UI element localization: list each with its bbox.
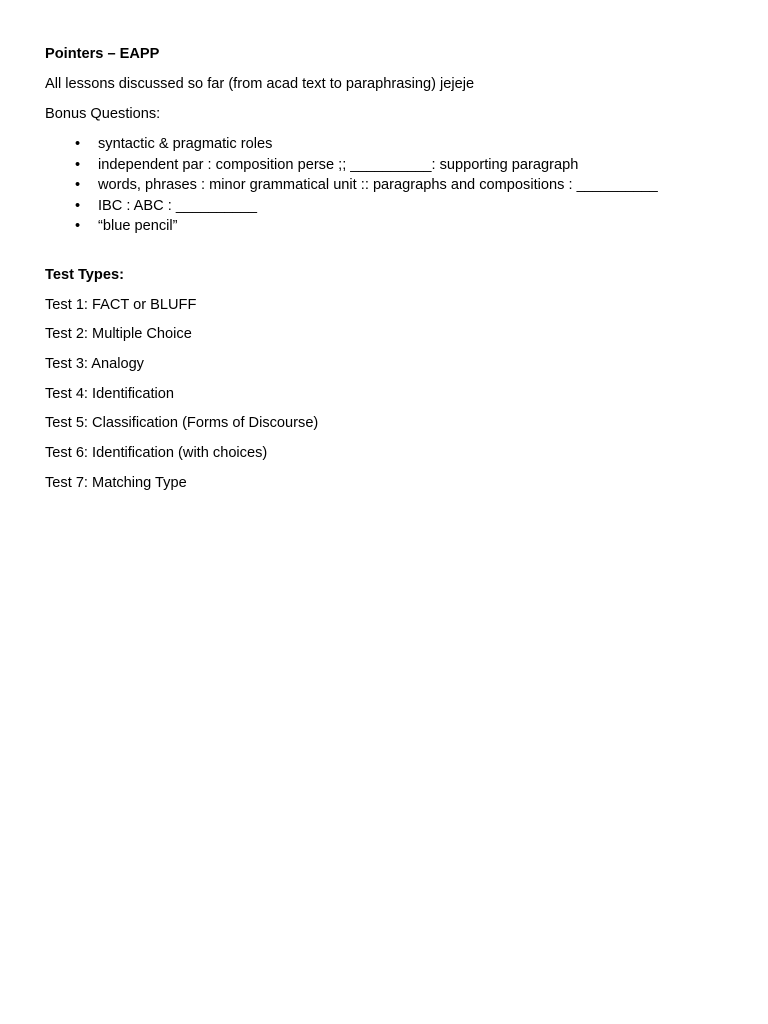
bullet-icon: • bbox=[75, 136, 81, 152]
test-item: Test 1: FACT or BLUFF bbox=[45, 297, 197, 313]
test-item: Test 4: Identification bbox=[45, 386, 174, 402]
test-item: Test 5: Classification (Forms of Discourse) bbox=[45, 415, 319, 431]
bonus-questions-heading: Bonus Questions: bbox=[45, 106, 161, 122]
bonus-question-text: words, phrases : minor grammatical unit :: paragraphs and compositions : __________ bbox=[98, 177, 658, 193]
test-item: Test 7: Matching Type bbox=[45, 475, 187, 491]
bonus-question-text: IBC : ABC : __________ bbox=[98, 197, 258, 214]
document-title: Pointers – EAPP bbox=[45, 46, 160, 62]
bonus-question-text: independent par : composition perse ;; __________: supporting paragraph bbox=[98, 156, 579, 173]
test-item: Test 6: Identification (with choices) bbox=[45, 445, 268, 461]
bullet-icon: • bbox=[75, 156, 81, 173]
bonus-question-text: syntactic & pragmatic roles bbox=[98, 136, 273, 152]
test-types-heading: Test Types: bbox=[45, 267, 124, 283]
bullet-icon: • bbox=[75, 197, 81, 214]
bonus-question-text: “blue pencil” bbox=[98, 218, 178, 234]
bullet-icon: • bbox=[75, 218, 81, 234]
bullet-icon: • bbox=[75, 177, 81, 193]
test-item: Test 2: Multiple Choice bbox=[45, 326, 192, 342]
test-item: Test 3: Analogy bbox=[45, 356, 144, 372]
intro-text: All lessons discussed so far (from acad text to paraphrasing) jejeje bbox=[45, 76, 475, 92]
